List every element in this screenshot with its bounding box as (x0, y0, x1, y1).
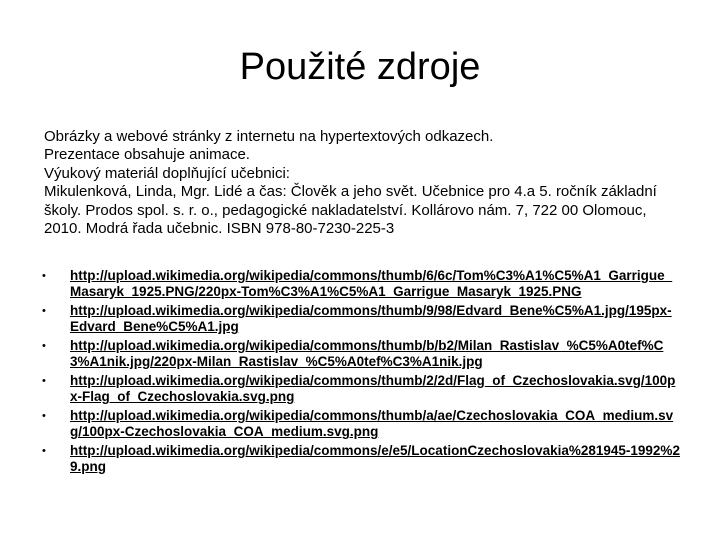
source-link-item (42, 373, 680, 405)
bullet-icon: • (42, 375, 46, 387)
source-link-item (42, 303, 680, 335)
slide-title: Použité zdroje (239, 46, 481, 88)
source-link[interactable]: http://upload.wikimedia.org/wikipedia/commons/thumb/b/b2/Milan_Rastislav_%C5%A0tef%C3%A1nik.jpg/220px-Milan_Rastislav_%C5%A0tef%C3%A1nik.jpg (70, 338, 664, 370)
source-link[interactable]: http://upload.wikimedia.org/wikipedia/commons/thumb/6/6c/Tom%C3%A1%C5%A1_Garrigue_Masaryk_1925.PNG/220px-Tom%C3%A1%C5%A1_Garrigue_Masaryk_1925.PNG (70, 268, 673, 300)
bullet-icon: • (42, 410, 46, 422)
source-link[interactable]: http://upload.wikimedia.org/wikipedia/commons/e/e5/LocationCzechoslovakia%281945-1992%29.png (70, 443, 680, 475)
bullet-icon: • (42, 270, 46, 282)
intro-line: Obrázky a webové stránky z internetu na hypertextových odkazech. (44, 128, 494, 145)
intro-citation: Mikulenková, Linda, Mgr. Lidé a čas: Člověk a jeho svět. Učebnice pro 4.a 5. ročník základní školy. Prodos spol. s. r. o., pedagogické nakladatelství. Kollárovo nám. 7, 722 00 Olomouc, 2010. Modrá řada učebnic. ISBN 978-80-7230-225-3 (44, 183, 657, 238)
source-link[interactable]: http://upload.wikimedia.org/wikipedia/commons/thumb/a/ae/Czechoslovakia_COA_medium.svg/100px-Czechoslovakia_COA_medium.svg.png (70, 408, 674, 440)
bullet-icon: • (42, 340, 46, 352)
intro-text (44, 128, 684, 238)
bullet-icon: • (42, 305, 46, 317)
source-link-item (42, 408, 680, 440)
source-link-item (42, 338, 680, 370)
bullet-icon: • (42, 445, 46, 457)
source-link[interactable]: http://upload.wikimedia.org/wikipedia/commons/thumb/2/2d/Flag_of_Czechoslovakia.svg/100px-Flag_of_Czechoslovakia.svg.png (70, 373, 676, 405)
intro-line: Prezentace obsahuje animace. (44, 146, 250, 164)
source-link[interactable]: http://upload.wikimedia.org/wikipedia/commons/thumb/9/98/Edvard_Bene%C5%A1.jpg/195px-Edvard_Bene%C5%A1.jpg (70, 303, 672, 335)
intro-line: Výukový materiál doplňující učebnici: (44, 164, 290, 182)
source-link-item (42, 443, 680, 475)
source-link-list (42, 268, 680, 478)
source-link-item (42, 268, 680, 300)
